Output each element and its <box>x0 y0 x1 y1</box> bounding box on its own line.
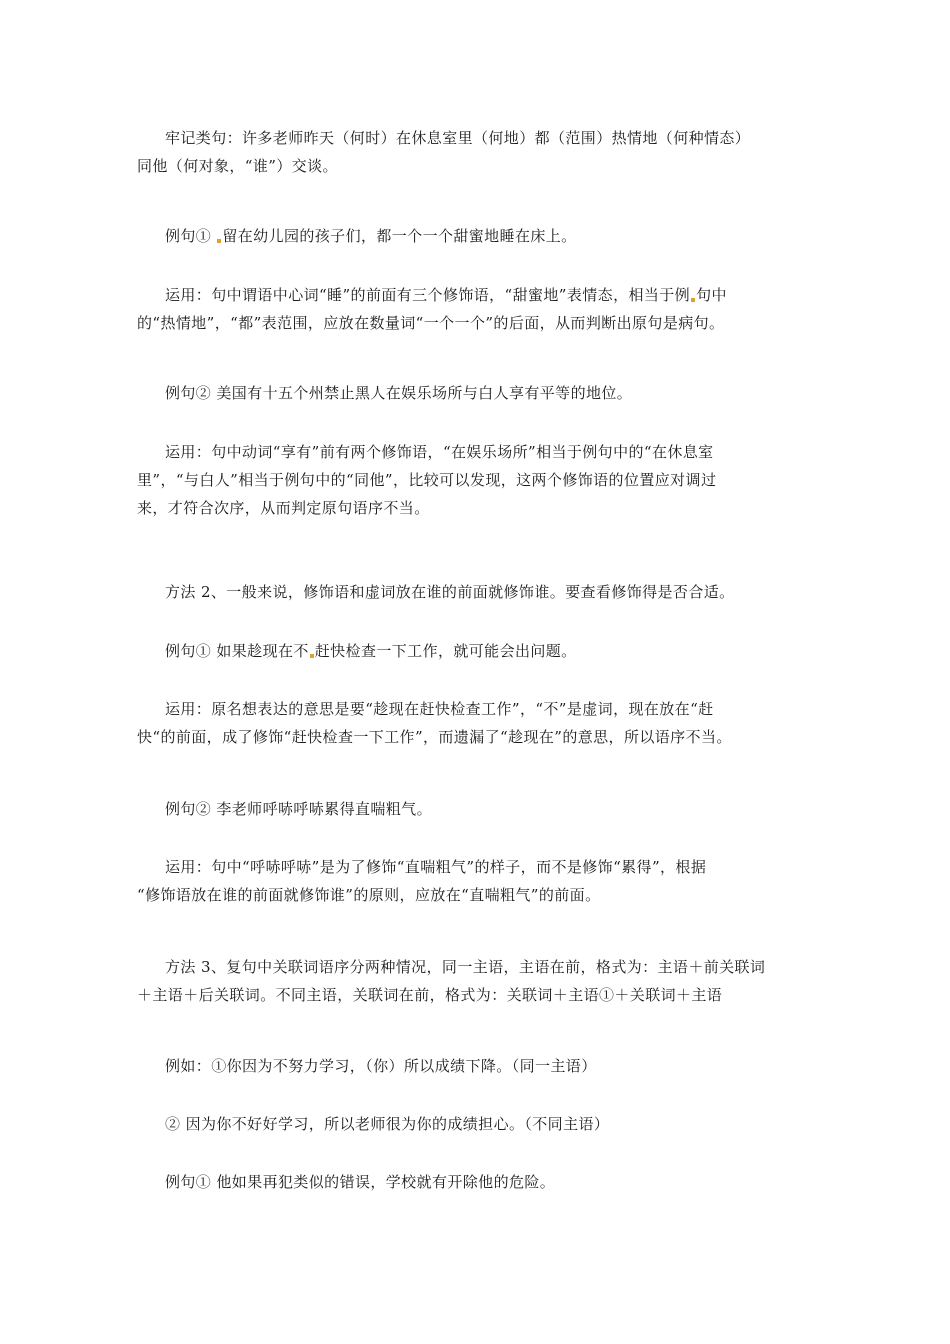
text-line: 方法 2、一般来说，修饰语和虚词放在谁的前面就修饰谁。要查看修饰得是否合适。 <box>165 583 735 601</box>
text-line: 例如：①你因为不努力学习，（你）所以成绩下降。（同一主语） <box>165 1057 597 1075</box>
text-line: 运用：原名想表达的意思是要“趁现在赶快检查工作”，“不”是虚词，现在放在“赶 <box>165 700 714 718</box>
paragraph-example-1 <box>137 222 827 250</box>
paragraph-method-3 <box>137 953 827 1009</box>
text-segment: 句中 <box>696 286 727 304</box>
paragraph-example-3 <box>137 637 827 665</box>
paragraph-application-3 <box>137 695 827 751</box>
text-line: 方法 3、复句中关联词语序分两种情况，同一主语，主语在前，格式为：主语＋前关联词 <box>165 958 766 976</box>
paragraph-example-2 <box>137 379 827 407</box>
paragraph-application-1 <box>137 281 827 337</box>
text-segment: 例句① <box>165 227 217 245</box>
text-segment: 赶快检查一下工作，就可能会出问题。 <box>314 642 577 660</box>
text-segment: 留在幼儿园的孩子们，都一个一个甜蜜地睡在床上。 <box>222 227 577 245</box>
text-line: 例句② 美国有十五个州禁止黑人在娱乐场所与白人享有平等的地位。 <box>165 384 633 402</box>
text-line: 运用：句中“呼哧呼哧”是为了修饰“直喘粗气”的样子，而不是修饰“累得”，根据 <box>165 858 707 876</box>
text-line: ＋主语＋后关联词。不同主语，关联词在前，格式为：关联词＋主语①＋关联词＋主语 <box>137 986 723 1004</box>
paragraph-example-5 <box>137 1168 827 1196</box>
mark-dot <box>691 298 695 302</box>
text-line: 例句① 他如果再犯类似的错误，学校就有开除他的危险。 <box>165 1173 556 1191</box>
text-line: 同他（何对象，“谁”）交谈。 <box>137 157 338 175</box>
paragraph-memory-sentence <box>137 124 827 180</box>
text-line: 快“的前面，成了修饰“赶快检查一下工作”，而遗漏了“趁现在”的意思，所以语序不当。 <box>137 728 732 746</box>
mark-dot <box>310 654 314 658</box>
paragraph-example-different-subject <box>137 1110 827 1138</box>
text-line: 例句② 李老师呼哧呼哧累得直喘粗气。 <box>165 800 432 818</box>
text-line: 牢记类句：许多老师昨天（何时）在休息室里（何地）都（范围）热情地（何种情态） <box>165 129 751 147</box>
paragraph-example-4 <box>137 795 827 823</box>
text-line <box>137 222 827 250</box>
text-line: 运用：句中动词“享有”前有两个修饰语，“在娱乐场所”相当于例句中的“在休息室 <box>165 443 714 461</box>
paragraph-application-4 <box>137 853 827 909</box>
mark-dot <box>217 239 221 243</box>
paragraph-application-2 <box>137 438 827 522</box>
text-line: 来，才符合次序，从而判定原句语序不当。 <box>137 499 430 517</box>
text-line <box>137 281 827 309</box>
text-line: 里”，“与白人”相当于例句中的“同他”，比较可以发现，这两个修饰语的位置应对调过 <box>137 471 717 489</box>
text-segment: 运用：句中谓语中心词“睡”的前面有三个修饰语，“甜蜜地”表情态，相当于例 <box>165 286 691 304</box>
text-segment: 例句① 如果趁现在不 <box>165 642 309 660</box>
text-line: “修饰语放在谁的前面就修饰谁”的原则，应放在“直喘粗气”的前面。 <box>137 886 601 904</box>
paragraph-method-2 <box>137 578 827 606</box>
paragraph-example-same-subject <box>137 1052 827 1080</box>
text-line: 的“热情地”，“都”表范围，应放在数量词“一个一个”的后面，从而判断出原句是病句。 <box>137 314 725 332</box>
text-line <box>137 637 827 665</box>
text-line: ② 因为你不好好学习，所以老师很为你的成绩担心。（不同主语） <box>165 1115 610 1133</box>
